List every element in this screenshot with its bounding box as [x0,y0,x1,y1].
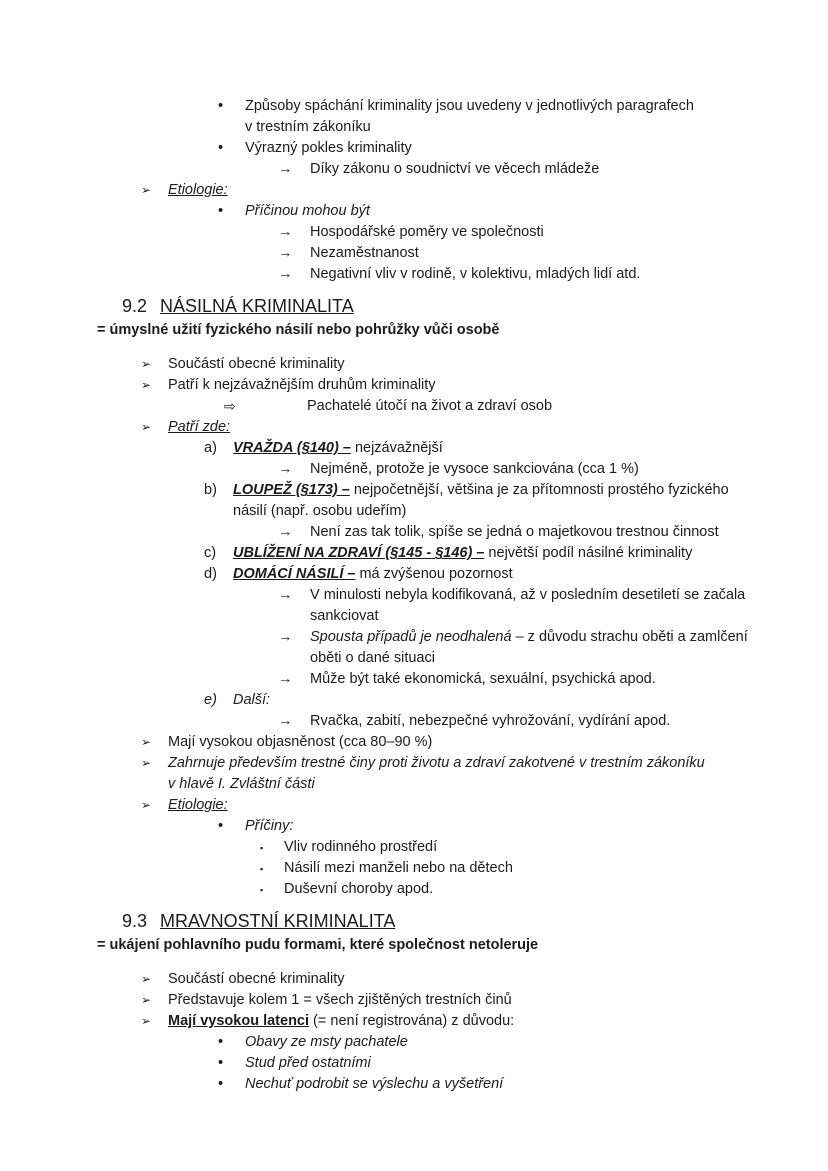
text-segment: Zahrnuje především trestné činy proti životu a zdraví zakotvené v trestním zákoníku [168,755,705,771]
section-number: 9.3 [122,911,148,931]
list-marker-chevron: ➢ [141,1014,152,1028]
text-segment: Vliv rodinného prostředí [284,839,438,855]
text-segment: Součástí obecné kriminality [168,356,345,372]
text-segment: Spousta případů je neodhalená [310,629,512,645]
doc-line [0,417,828,438]
section-heading [122,294,828,318]
list-marker-chevron: ➢ [141,357,152,371]
doc-line [0,1032,828,1053]
text-segment: nejpočetnější, většina je za přítomnosti prostého fyzického [349,482,729,498]
text-segment: Díky zákonu o soudnictví ve věcech mládeže [310,161,600,177]
text-segment: Příčinou mohou být [245,203,370,219]
text-segment: Představuje kolem 1 = všech zjištěných trestních činů [168,992,512,1008]
list-marker-chevron: ➢ [141,378,152,392]
text-segment: Nezaměstnanost [310,245,419,261]
text-segment: Není zas tak tolik, spíše se jedná o majetkovou trestnou činnost [310,524,719,540]
doc-line [0,606,828,627]
doc-line [0,180,828,201]
doc-line [0,1053,828,1074]
list-marker-bullet: • [218,140,224,156]
doc-line [0,375,828,396]
doc-line [0,816,828,837]
doc-line [0,690,828,711]
list-marker-chevron: ➢ [141,993,152,1007]
doc-line [0,354,828,375]
doc-line [0,1074,828,1095]
list-marker-bullet: • [218,98,224,114]
list-marker-big_arrow: ⇨ [224,398,236,414]
list-marker-chevron: ➢ [141,735,152,749]
text-segment: násilí (např. osobu udeřím) [233,503,407,519]
text-segment: VRAŽDA (§140) – [233,440,351,456]
document-content [0,96,828,1095]
list-marker-arrow: → [278,713,293,729]
doc-line [0,480,828,501]
list-marker-chevron: ➢ [141,798,152,812]
text-segment: Pachatelé útočí na život a zdraví osob [307,398,553,414]
text-segment: v trestním zákoníku [245,119,371,135]
text-segment: Patří zde: [168,419,231,435]
doc-line [0,201,828,222]
list-marker-arrow: → [278,629,293,645]
list-marker-letter: a) [204,440,217,456]
list-marker-arrow: → [278,671,293,687]
text-segment: má zvýšenou pozornost [355,566,513,582]
doc-line [0,222,828,243]
list-marker-bullet: • [218,818,224,834]
doc-line [0,858,828,879]
list-marker-arrow: → [278,224,293,240]
list-marker-letter: e) [204,692,217,708]
list-marker-arrow: → [278,161,293,177]
text-segment: Nechuť podrobit se výslechu a vyšetření [245,1076,504,1092]
doc-line [0,564,828,585]
section-title: NÁSILNÁ KRIMINALITA [160,296,354,316]
section-heading [122,909,828,933]
list-marker-square: ▪ [260,885,264,895]
list-marker-arrow: → [278,266,293,282]
doc-line [0,522,828,543]
text-segment: sankciovat [310,608,379,624]
doc-line [0,669,828,690]
doc-line [0,396,828,417]
text-segment: Etiologie: [168,797,228,813]
text-segment: největší podíl násilné kriminality [484,545,693,561]
list-marker-letter: d) [204,566,217,582]
list-marker-chevron: ➢ [141,183,152,197]
doc-line [0,1011,828,1032]
text-segment: Patří k nejzávažnějším druhům kriminality [168,377,436,393]
list-marker-chevron: ➢ [141,420,152,434]
doc-line [0,438,828,459]
doc-line [0,501,828,522]
text-segment: v hlavě I. Zvláštní části [168,776,315,792]
definition-line: = úmyslné užití fyzického násilí nebo pohrůžky vůči osobě [97,322,500,338]
text-segment: Mají vysokou objasněnost (cca 80–90 %) [168,734,433,750]
list-marker-chevron: ➢ [141,756,152,770]
list-marker-arrow: → [278,461,293,477]
text-segment: Násilí mezi manželi nebo na dětech [284,860,513,876]
text-segment: oběti o dané situaci [310,650,435,666]
list-marker-arrow: → [278,245,293,261]
list-marker-arrow: → [278,524,293,540]
text-segment: – z důvodu strachu oběti a zamlčení [511,629,748,645]
doc-line [0,795,828,816]
text-segment: Příčiny: [245,818,294,834]
doc-line [0,879,828,900]
list-marker-square: ▪ [260,864,264,874]
doc-line [0,711,828,732]
text-segment: Obavy ze msty pachatele [245,1034,408,1050]
section-number: 9.2 [122,296,148,316]
doc-line [0,138,828,159]
text-segment: Způsoby spáchání kriminality jsou uvedeny v jednotlivých paragrafech [245,98,694,114]
text-segment: DOMÁCÍ NÁSILÍ – [233,566,356,582]
doc-line [0,969,828,990]
list-marker-letter: c) [204,545,217,561]
text-segment: Negativní vliv v rodině, v kolektivu, mladých lidí atd. [310,266,641,282]
list-marker-arrow: → [278,587,293,603]
text-segment: V minulosti nebyla kodifikovaná, až v posledním desetiletí se začala [310,587,746,603]
text-segment: Duševní choroby apod. [284,881,434,897]
doc-line [0,243,828,264]
doc-line [0,264,828,285]
text-segment: Výrazný pokles kriminality [245,140,412,156]
list-marker-chevron: ➢ [141,972,152,986]
doc-line [0,732,828,753]
text-segment: LOUPEŽ (§173) – [233,482,350,498]
doc-line [0,837,828,858]
doc-line [0,774,828,795]
text-segment: Etiologie: [168,182,228,198]
text-segment: Další: [233,692,271,708]
doc-line [0,648,828,669]
text-segment: Stud před ostatními [245,1055,371,1071]
list-marker-bullet: • [218,1055,224,1071]
doc-line [0,159,828,180]
text-segment: UBLÍŽENÍ NA ZDRAVÍ (§145 - §146) – [233,545,485,561]
doc-line [0,96,828,117]
text-segment: Hospodářské poměry ve společnosti [310,224,544,240]
list-marker-bullet: • [218,1034,224,1050]
text-segment: Může být také ekonomická, sexuální, psychická apod. [310,671,656,687]
text-segment: Mají vysokou latenci [168,1013,310,1029]
text-segment: Nejméně, protože je vysoce sankciována (cca 1 %) [310,461,639,477]
list-marker-letter: b) [204,482,217,498]
text-segment: (= není registrována) z důvodu: [309,1013,515,1029]
doc-line [0,585,828,606]
doc-line [0,990,828,1011]
doc-line [0,459,828,480]
section-title: MRAVNOSTNÍ KRIMINALITA [160,911,396,931]
list-marker-square: ▪ [260,843,264,853]
doc-line [0,627,828,648]
doc-line [0,543,828,564]
list-marker-bullet: • [218,1076,224,1092]
doc-line [0,753,828,774]
definition-line: = ukájení pohlavního pudu formami, které společnost netoleruje [97,937,539,953]
text-segment: nejzávažnější [350,440,443,456]
list-marker-bullet: • [218,203,224,219]
text-segment: Součástí obecné kriminality [168,971,345,987]
text-segment: Rvačka, zabití, nebezpečné vyhrožování, vydírání apod. [310,713,671,729]
doc-line [0,117,828,138]
